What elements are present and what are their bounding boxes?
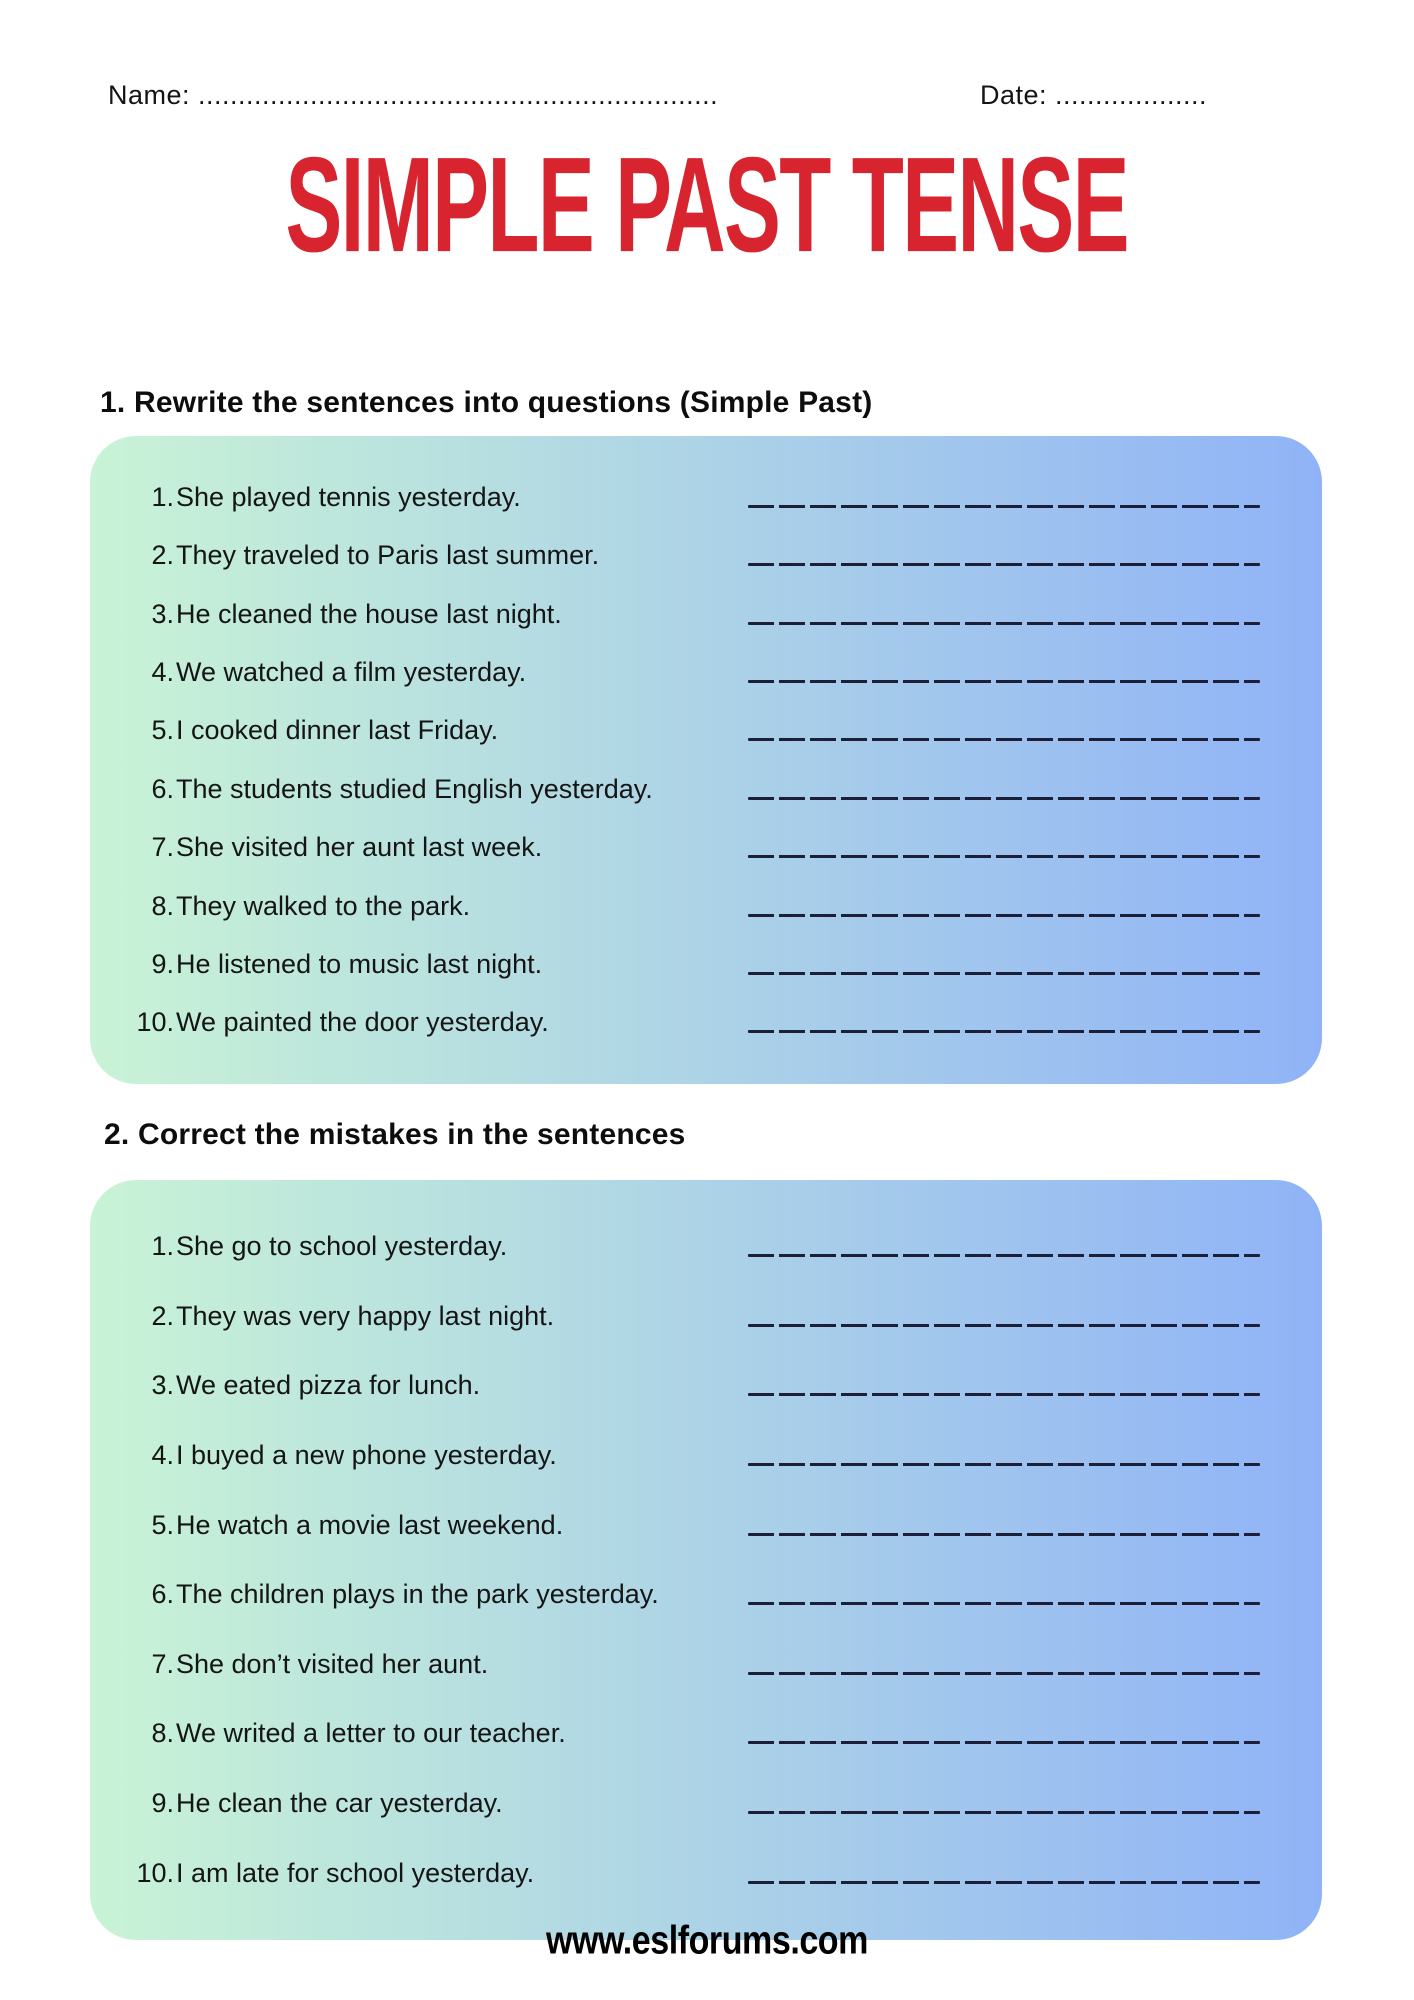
item-number: 2. [151, 1300, 174, 1331]
item-sentence: The students studied English yesterday. [176, 773, 653, 804]
answer-blank-line [748, 1672, 1260, 1675]
item-number: 3. [151, 1370, 174, 1401]
item-sentence: They traveled to Paris last summer. [176, 540, 600, 571]
item-number: 4. [151, 1440, 174, 1471]
answer-blank-line [748, 855, 1260, 858]
item-number: 10. [136, 1857, 174, 1888]
title-wrap [0, 130, 1414, 281]
answer-blank-line [748, 1811, 1260, 1814]
item-sentence: We writed a letter to our teacher. [176, 1718, 566, 1749]
item-number: 6. [151, 1579, 174, 1610]
answer-blank-line [748, 797, 1260, 800]
item-number: 10. [136, 1007, 174, 1038]
exercise-item-row [118, 585, 1260, 643]
name-field-label: Name: ................................................................. [108, 80, 719, 110]
answer-blank-line [748, 1030, 1260, 1033]
item-number: 3. [151, 598, 174, 629]
item-number: 9. [151, 948, 174, 979]
item-sentence: They was very happy last night. [176, 1300, 555, 1331]
answer-blank-line [748, 914, 1260, 917]
exercise-item-row [118, 1560, 1260, 1630]
item-sentence: We eated pizza for lunch. [176, 1370, 481, 1401]
section-2-exercise-box [90, 1180, 1322, 1940]
answer-blank-line [748, 1393, 1260, 1396]
exercise-item-row [118, 1351, 1260, 1421]
exercise-item-row [118, 643, 1260, 701]
exercise-item-row [118, 818, 1260, 876]
exercise-item-row [118, 1282, 1260, 1352]
exercise-item-row [118, 994, 1260, 1052]
exercise-item-row [118, 1421, 1260, 1491]
answer-blank-line [748, 563, 1260, 566]
item-sentence: They walked to the park. [176, 890, 471, 921]
item-number: 5. [151, 715, 174, 746]
answer-blank-line [748, 738, 1260, 741]
answer-blank-line [748, 972, 1260, 975]
exercise-item-row [118, 935, 1260, 993]
item-sentence: We painted the door yesterday. [176, 1007, 549, 1038]
answer-blank-line [748, 1463, 1260, 1466]
item-sentence: She played tennis yesterday. [176, 481, 521, 512]
exercise-item-row [118, 760, 1260, 818]
item-sentence: She don’t visited her aunt. [176, 1648, 489, 1679]
item-sentence: She visited her aunt last week. [176, 832, 543, 863]
footer-wrap [0, 1918, 1414, 1963]
answer-blank-line [748, 505, 1260, 508]
answer-blank-line [748, 680, 1260, 683]
item-sentence: He watch a movie last weekend. [176, 1509, 564, 1540]
exercise-item-row [118, 1699, 1260, 1769]
answer-blank-line [748, 1741, 1260, 1744]
item-sentence: I buyed a new phone yesterday. [176, 1440, 557, 1471]
exercise-item-row [118, 702, 1260, 760]
exercise-item-row [118, 526, 1260, 584]
item-number: 9. [151, 1788, 174, 1819]
item-sentence: We watched a film yesterday. [176, 656, 527, 687]
item-number: 7. [151, 832, 174, 863]
answer-blank-line [748, 1254, 1260, 1257]
answer-blank-line [748, 1533, 1260, 1536]
section-1-exercise-box [90, 436, 1322, 1084]
section-1-heading: 1. Rewrite the sentences into questions (Simple Past) [100, 386, 873, 419]
answer-blank-line [748, 1324, 1260, 1327]
item-number: 2. [151, 540, 174, 571]
item-number: 8. [151, 890, 174, 921]
exercise-item-row [118, 877, 1260, 935]
item-sentence: I am late for school yesterday. [176, 1857, 535, 1888]
item-sentence: I cooked dinner last Friday. [176, 715, 499, 746]
exercise-item-row [118, 1630, 1260, 1700]
item-sentence: He clean the car yesterday. [176, 1788, 503, 1819]
item-number: 7. [151, 1648, 174, 1679]
item-number: 1. [151, 481, 174, 512]
answer-blank-line [748, 1881, 1260, 1884]
answer-blank-line [748, 1602, 1260, 1605]
answer-blank-line [748, 622, 1260, 625]
item-number: 4. [151, 656, 174, 687]
item-number: 1. [151, 1231, 174, 1262]
item-number: 5. [151, 1509, 174, 1540]
item-number: 6. [151, 773, 174, 804]
item-sentence: He listened to music last night. [176, 948, 543, 979]
page-title: SIMPLE PAST TENSE [285, 130, 1129, 281]
exercise-item-row [118, 1838, 1260, 1908]
exercise-item-row [118, 1769, 1260, 1839]
website-footer: www.eslforums.com [546, 1918, 868, 1963]
exercise-item-row [118, 1490, 1260, 1560]
date-field-label: Date: ................... [980, 80, 1208, 110]
item-sentence: The children plays in the park yesterday. [176, 1579, 659, 1610]
item-number: 8. [151, 1718, 174, 1749]
exercise-item-row [118, 1212, 1260, 1282]
item-sentence: She go to school yesterday. [176, 1231, 508, 1262]
item-sentence: He cleaned the house last night. [176, 598, 562, 629]
section-2-heading: 2. Correct the mistakes in the sentences [104, 1118, 686, 1151]
exercise-item-row [118, 468, 1260, 526]
